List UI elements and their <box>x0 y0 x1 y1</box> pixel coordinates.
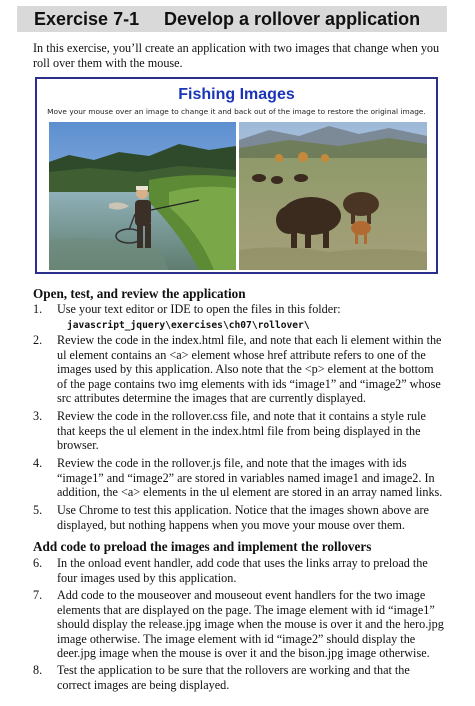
step-4 <box>33 456 445 500</box>
step-text: Test the application to be sure that the rollovers are working and that the correct images are being displayed. <box>57 663 410 692</box>
step-text: Review the code in the rollover.css file, and note that it contains a style rule that keeps the ul element in the index.html file from being displayed in the browser. <box>57 409 426 453</box>
intro-paragraph: In this exercise, you’ll create an application with two images that change when you roll over them with the mouse. <box>33 41 440 70</box>
step-5 <box>33 503 445 532</box>
step-text: In the onload event handler, add code that uses the links array to preload the four images used by this application. <box>57 556 428 585</box>
step-8 <box>33 663 445 692</box>
step-number: 4. <box>33 456 43 470</box>
section-heading-open-test-review: Open, test, and review the application <box>33 286 246 301</box>
step-number: 2. <box>33 333 43 347</box>
step-number: 6. <box>33 556 43 570</box>
figure-title: Fishing Images <box>178 86 295 103</box>
exercise-header <box>17 6 447 32</box>
figure-subtitle: Move your mouse over an image to change it and back out of the image to restore the original image. <box>47 107 426 116</box>
fisherman-image[interactable] <box>49 122 236 270</box>
bison-image[interactable] <box>239 122 427 270</box>
step-number: 8. <box>33 663 43 677</box>
step-text: Review the code in the rollover.js file, and note that the images with ids “image1” and “image2” are stored in variables named image1 and image2. In addition, the <a> elements in the ul element are stored in an array named links. <box>57 456 443 500</box>
step-text: Add code to the mouseover and mouseout event handlers for the two image elements that are displayed on the page. The image element with id “image1” should display the release.jpg image when the mouse is over it and the hero.jpg image otherwise. The image element with id “image2” should display the deer.jpg image when the mouse is over it and the bison.jpg image otherwise. <box>57 588 444 661</box>
step-7 <box>33 588 445 661</box>
exercise-number: Exercise 7-1 <box>34 8 140 29</box>
step-1 <box>33 302 445 333</box>
fishing-images-figure <box>35 77 438 274</box>
step-3 <box>33 409 445 453</box>
section-heading-preload-rollovers: Add code to preload the images and implement the rollovers <box>33 539 372 554</box>
folder-path: javascript_jquery\exercises\ch07\rollover\ <box>67 319 310 331</box>
step-number: 3. <box>33 409 43 423</box>
step-number: 5. <box>33 503 43 517</box>
step-text: Use Chrome to test this application. Notice that the images shown above are displayed, but nothing happens when you move your mouse over them. <box>57 503 429 532</box>
step-number: 7. <box>33 588 43 602</box>
exercise-title: Develop a rollover application <box>164 8 421 29</box>
step-6 <box>33 556 445 585</box>
step-number: 1. <box>33 302 43 316</box>
step-2 <box>33 333 445 406</box>
step-text: Use your text editor or IDE to open the files in this folder: <box>57 302 341 316</box>
step-text: Review the code in the index.html file, and note that each li element within the ul element contains an <a> element whose href attribute refers to one of the images used by this application. Also note that the <p> element at the bottom of the page contains two img elements with ids “image1” and “image2” whose src attributes determine the images that are currently displayed. <box>57 333 442 406</box>
